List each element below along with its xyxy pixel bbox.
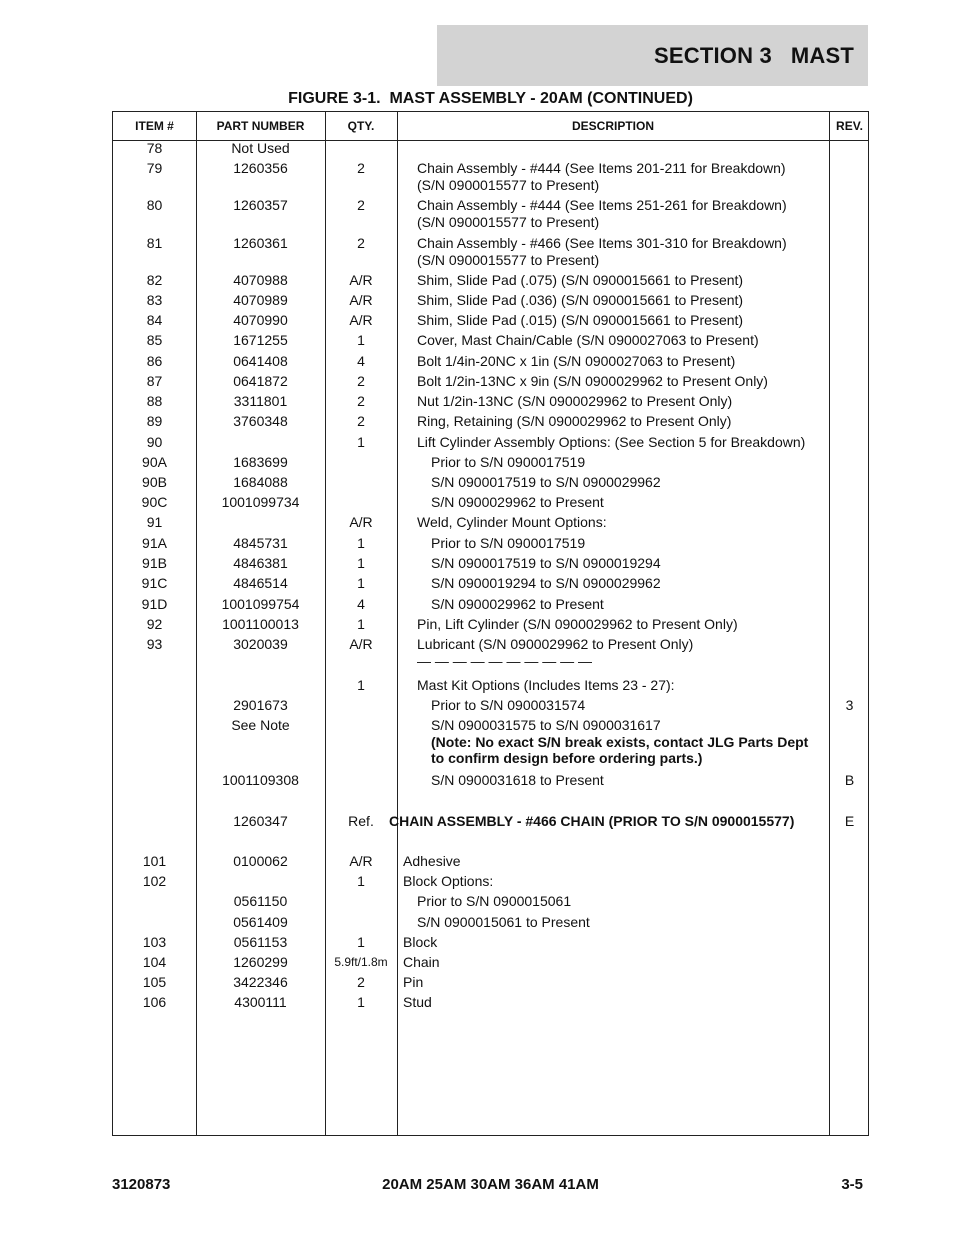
description-line: Shim, Slide Pad (.036) (S/N 0900015661 to Present) (417, 292, 744, 308)
description-line: Prior to S/N 0900017519 (431, 454, 586, 470)
description-line: Prior to S/N 0900017519 (431, 535, 586, 551)
description-line: Bolt 1/4in-20NC x 1in (S/N 0900027063 to Present) (417, 353, 736, 369)
column-header-rev: REV. (836, 119, 863, 133)
description-line: Mast Kit Options (Includes Items 23 - 27): (417, 677, 675, 693)
item-number: 92 (146, 616, 163, 632)
description (431, 596, 855, 613)
item-number: 85 (146, 332, 163, 348)
item-number: 86 (146, 353, 163, 369)
description (417, 292, 841, 309)
item-number: 101 (142, 853, 167, 869)
quantity: A/R (349, 853, 373, 869)
description-continuation: to confirm design before ordering parts.) (431, 750, 703, 766)
quantity: A/R (349, 312, 373, 328)
item-number: 104 (142, 954, 167, 970)
description (417, 636, 841, 669)
description-line: Shim, Slide Pad (.075) (S/N 0900015661 to Present) (417, 272, 744, 288)
description-line: S/N 0900017519 to S/N 0900029962 (431, 474, 661, 490)
quantity: Ref. (348, 813, 374, 829)
part-number: 3422346 (233, 974, 288, 990)
description (417, 393, 841, 410)
part-number: 3760348 (233, 413, 288, 429)
quantity: 1 (357, 677, 365, 693)
part-number: 4846381 (233, 555, 288, 571)
description-line: S/N 0900019294 to S/N 0900029962 (431, 575, 661, 591)
description (431, 575, 855, 592)
description (417, 373, 841, 390)
quantity: 4 (357, 596, 365, 612)
description (417, 434, 841, 451)
description (403, 974, 827, 991)
part-number: 1683699 (233, 454, 288, 470)
description-continuation: — — — — — — — — — — (417, 652, 593, 669)
footer-models: 20AM 25AM 30AM 36AM 41AM (382, 1176, 599, 1193)
description (403, 954, 827, 971)
quantity: 1 (357, 934, 365, 950)
quantity: 1 (357, 994, 365, 1010)
description-line: Ring, Retaining (S/N 0900029962 to Present Only) (417, 413, 732, 429)
item-number: 91B (142, 555, 167, 571)
description (431, 494, 855, 511)
quantity: 2 (357, 160, 365, 176)
part-number: 4845731 (233, 535, 288, 551)
item-number: 91C (141, 575, 168, 591)
description (417, 332, 841, 349)
description-line: Chain Assembly - #444 (See Items 251-261 for Breakdown) (417, 197, 787, 213)
description (417, 514, 841, 531)
part-number: 0561150 (233, 893, 288, 909)
item-number: 102 (142, 873, 167, 889)
description (417, 197, 841, 230)
description (417, 893, 841, 910)
part-number: 1001109308 (222, 772, 299, 788)
description (417, 677, 841, 694)
column-header-item: ITEM # (135, 119, 174, 133)
part-number: 1260356 (233, 160, 288, 176)
description-line: Shim, Slide Pad (.015) (S/N 0900015661 to Present) (417, 312, 744, 328)
part-number: 0641872 (233, 373, 288, 389)
part-number: See Note (231, 717, 290, 733)
column-header-part-number: PART NUMBER (216, 119, 305, 133)
description (417, 353, 841, 370)
description-line: Pin, Lift Cylinder (S/N 0900029962 to Present Only) (417, 616, 738, 632)
description (403, 934, 827, 951)
quantity: 5.9ft/1.8m (334, 955, 388, 969)
revision: B (844, 772, 855, 788)
description (431, 454, 855, 471)
description (417, 413, 841, 430)
part-number: 1671255 (233, 332, 288, 348)
description-line: Block Options: (403, 873, 494, 889)
item-number: 91A (142, 535, 167, 551)
item-number: 79 (146, 160, 163, 176)
description-line: S/N 0900031618 to Present (431, 772, 604, 788)
item-number: 93 (146, 636, 163, 652)
part-number: 4070988 (233, 272, 288, 288)
description-continuation: (S/N 0900015577 to Present) (417, 176, 600, 193)
item-number: 90A (142, 454, 167, 470)
description-line: Pin (403, 974, 424, 990)
description-line: Stud (403, 994, 432, 1010)
description (431, 535, 855, 552)
description-line: Prior to S/N 0900015061 (417, 893, 572, 909)
item-number: 80 (146, 197, 163, 213)
item-number: 89 (146, 413, 163, 429)
quantity: 1 (357, 434, 365, 450)
description-line: Bolt 1/2in-13NC x 9in (S/N 0900029962 to Present Only) (417, 373, 768, 389)
part-number: 0100062 (233, 853, 288, 869)
part-number: 0641408 (233, 353, 288, 369)
quantity: 1 (357, 873, 365, 889)
part-number: 0561153 (233, 934, 288, 950)
part-number: 1684088 (233, 474, 288, 490)
part-number: 4070989 (233, 292, 288, 308)
part-number: 1260347 (233, 813, 288, 829)
part-number: 1001099754 (221, 596, 300, 612)
item-number: 81 (146, 235, 163, 251)
description-line: Chain Assembly - #466 (See Items 301-310 for Breakdown) (417, 235, 787, 251)
item-number: 88 (146, 393, 163, 409)
quantity: 1 (357, 332, 365, 348)
part-number: 1260361 (233, 235, 288, 251)
description (431, 555, 855, 572)
column-divider (397, 112, 398, 1135)
part-number: 1001099734 (221, 494, 300, 510)
description-line: Lubricant (S/N 0900029962 to Present Only) (417, 636, 694, 652)
column-header-qty: QTY. (347, 119, 375, 133)
item-number: 105 (142, 974, 167, 990)
description (431, 697, 855, 714)
part-number: 0561409 (233, 914, 288, 930)
item-number: 103 (142, 934, 167, 950)
section-title: SECTION 3 MAST (654, 42, 854, 68)
item-number: 78 (146, 140, 163, 156)
description-continuation: (Note: No exact S/N break exists, contact JLG Parts Dept (431, 733, 809, 750)
item-number: 83 (146, 292, 163, 308)
description-line: S/N 0900015061 to Present (417, 914, 590, 930)
section-header (437, 25, 868, 86)
footer-doc-number: 3120873 (112, 1176, 171, 1193)
description (403, 853, 827, 870)
description (417, 312, 841, 329)
description (431, 474, 855, 491)
description-continuation: (S/N 0900015577 to Present) (417, 251, 600, 268)
description (417, 160, 841, 193)
quantity: 1 (357, 535, 365, 551)
quantity: 2 (357, 373, 365, 389)
description (417, 235, 841, 268)
figure-title: FIGURE 3-1. MAST ASSEMBLY - 20AM (CONTINUED) (288, 90, 693, 107)
description-line: Nut 1/2in-13NC (S/N 0900029962 to Present Only) (417, 393, 733, 409)
description-line: Cover, Mast Chain/Cable (S/N 0900027063 to Present) (417, 332, 759, 348)
quantity: 1 (357, 575, 365, 591)
footer-page-number: 3-5 (841, 1176, 863, 1193)
description (389, 813, 813, 830)
description-line: Chain Assembly - #444 (See Items 201-211 for Breakdown) (417, 160, 786, 176)
description-line: Block (403, 934, 438, 950)
column-header-description: DESCRIPTION (571, 119, 654, 133)
item-number: 90 (146, 434, 163, 450)
description-line: S/N 0900017519 to S/N 0900019294 (431, 555, 661, 571)
revision: 3 (845, 697, 854, 713)
part-number: 1260299 (233, 954, 288, 970)
item-number: 91D (141, 596, 168, 612)
description-line: S/N 0900029962 to Present (431, 596, 604, 612)
item-number: 91 (146, 514, 163, 530)
description-line: Prior to S/N 0900031574 (431, 697, 586, 713)
quantity: 2 (357, 235, 365, 251)
quantity: 2 (357, 393, 365, 409)
description-line: S/N 0900031575 to S/N 0900031617 (431, 717, 661, 733)
description-continuation: (S/N 0900015577 to Present) (417, 213, 600, 230)
description-line: S/N 0900029962 to Present (431, 494, 604, 510)
description-line: CHAIN ASSEMBLY - #466 CHAIN (PRIOR TO S/N 0900015577) (389, 813, 795, 829)
quantity: A/R (349, 292, 373, 308)
item-number: 90B (142, 474, 167, 490)
description-line: Weld, Cylinder Mount Options: (417, 514, 607, 530)
item-number: 84 (146, 312, 163, 328)
part-number: 4300111 (234, 994, 287, 1010)
part-number: 1260357 (233, 197, 288, 213)
quantity: 1 (357, 616, 365, 632)
part-number: 3020039 (233, 636, 288, 652)
description-line: Chain (403, 954, 440, 970)
part-number: 1001100013 (222, 616, 299, 632)
revision: E (844, 813, 855, 829)
description-line: Adhesive (403, 853, 461, 869)
description (417, 914, 841, 931)
description (431, 717, 855, 767)
quantity: 2 (357, 413, 365, 429)
part-number: 2901673 (233, 697, 288, 713)
item-number: 82 (146, 272, 163, 288)
item-number: 90C (141, 494, 168, 510)
description-line: Lift Cylinder Assembly Options: (See Section 5 for Breakdown) (417, 434, 806, 450)
quantity: 2 (357, 974, 365, 990)
quantity: 2 (357, 197, 365, 213)
description (403, 994, 827, 1011)
part-number: 3311801 (233, 393, 288, 409)
part-number: 4070990 (233, 312, 288, 328)
quantity: A/R (349, 514, 373, 530)
part-number: 4846514 (233, 575, 288, 591)
description (403, 873, 827, 890)
description (417, 272, 841, 289)
quantity: 1 (357, 555, 365, 571)
item-number: 106 (142, 994, 167, 1010)
part-number: Not Used (231, 140, 290, 156)
parts-table (112, 111, 869, 1136)
description (431, 772, 855, 789)
quantity: A/R (349, 272, 373, 288)
quantity: A/R (349, 636, 373, 652)
description (417, 616, 841, 633)
quantity: 4 (357, 353, 365, 369)
item-number: 87 (146, 373, 163, 389)
